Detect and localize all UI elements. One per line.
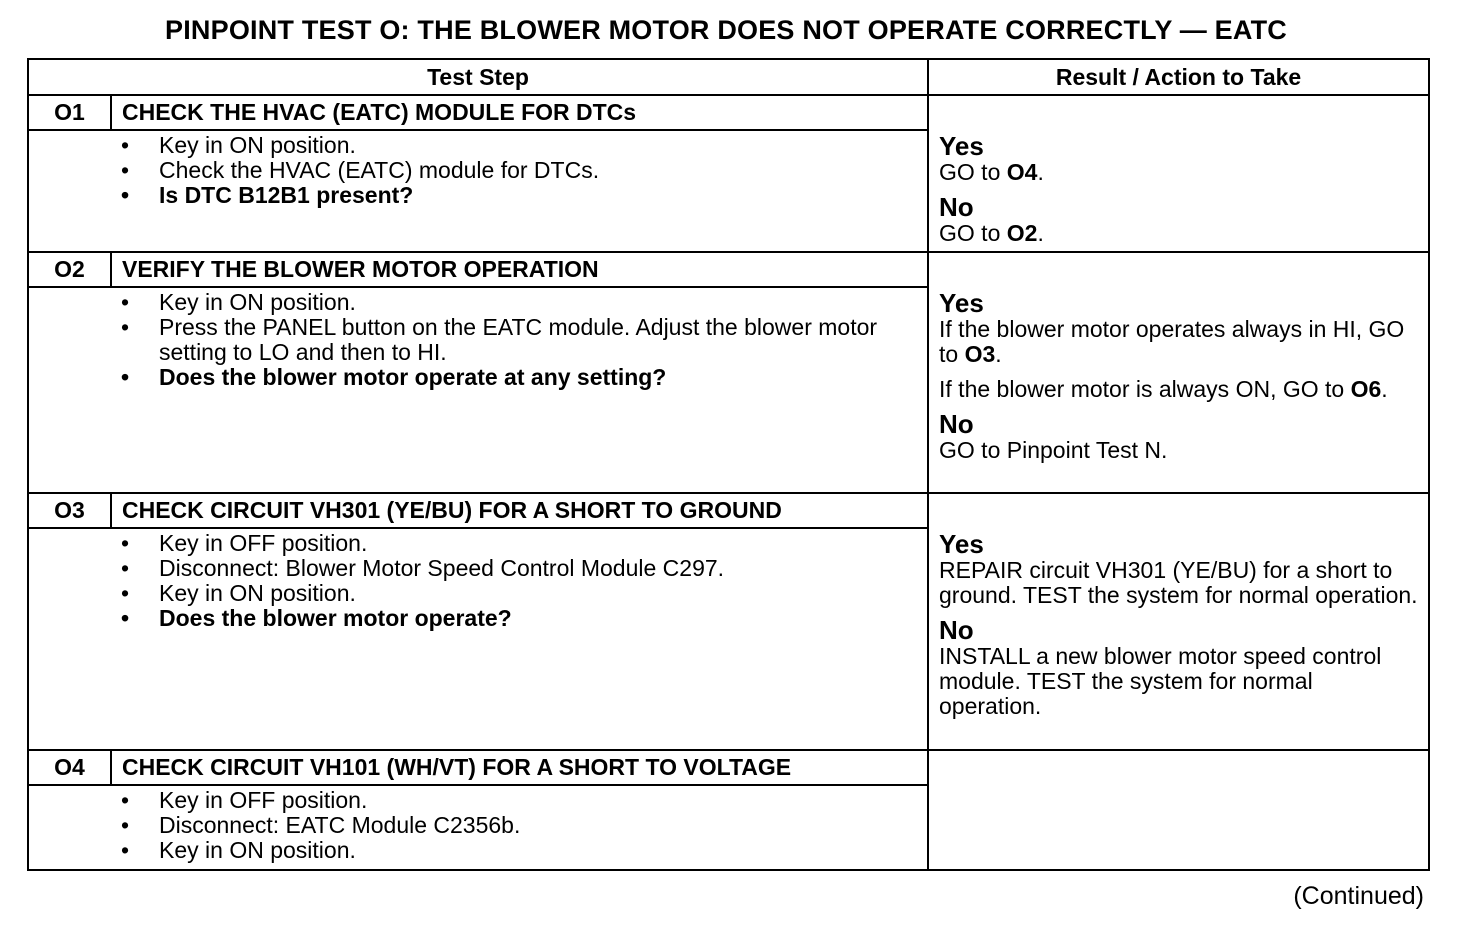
list-item: • Key in OFF position. (121, 531, 917, 556)
step-bullet-list (121, 133, 917, 208)
step-id: O4 (28, 750, 111, 785)
page-title: PINPOINT TEST O: THE BLOWER MOTOR DOES NOT OPERATE CORRECTLY — EATC (165, 15, 1287, 45)
step-id: O3 (28, 493, 111, 528)
yes-action: GO to O4. (939, 159, 1044, 185)
table-header-row (28, 59, 1429, 95)
step-body (28, 528, 928, 750)
list-item: • Does the blower motor operate at any setting? (121, 365, 917, 390)
step-title: VERIFY THE BLOWER MOTOR OPERATION (111, 252, 928, 287)
no-label: No (939, 409, 974, 439)
step-bullet-list (121, 290, 917, 390)
list-item: • Key in OFF position. (121, 788, 917, 813)
step-o3-result (928, 493, 1429, 750)
yes-action: If the blower motor is always ON, GO to O6. (939, 376, 1388, 402)
step-o3-title-row (28, 493, 1429, 528)
no-action: INSTALL a new blower motor speed control module. TEST the system for normal operation. (939, 643, 1382, 719)
list-item: • Key in ON position. (121, 290, 917, 315)
step-title: CHECK CIRCUIT VH301 (YE/BU) FOR A SHORT TO GROUND (111, 493, 928, 528)
list-item: • Check the HVAC (EATC) module for DTCs. (121, 158, 917, 183)
pinpoint-test-table (27, 58, 1430, 871)
yes-label: Yes (939, 288, 984, 318)
yes-label: Yes (939, 529, 984, 559)
step-bullet-list (121, 531, 917, 631)
step-title: CHECK THE HVAC (EATC) MODULE FOR DTCs (111, 95, 928, 130)
step-o1-title-row (28, 95, 1429, 130)
no-action: GO to O2. (939, 220, 1044, 246)
list-item: • Key in ON position. (121, 581, 917, 606)
step-o2-title-row (28, 252, 1429, 287)
step-body (28, 287, 928, 493)
no-label: No (939, 192, 974, 222)
step-bullet-list (121, 788, 917, 863)
list-item: • Key in ON position. (121, 838, 917, 863)
step-o1-result (928, 95, 1429, 252)
step-o2-result (928, 252, 1429, 493)
list-item: • Does the blower motor operate? (121, 606, 917, 631)
step-id: O1 (28, 95, 111, 130)
step-body (28, 785, 928, 870)
list-item: • Disconnect: EATC Module C2356b. (121, 813, 917, 838)
step-o4-title-row (28, 750, 1429, 785)
list-item: • Press the PANEL button on the EATC module. Adjust the blower motor setting to LO and then to HI. (121, 315, 917, 365)
continued-note: (Continued) (1293, 882, 1424, 910)
yes-action: If the blower motor operates always in HI, GO to O3. (939, 316, 1405, 367)
header-result: Result / Action to Take (928, 59, 1429, 95)
list-item: • Disconnect: Blower Motor Speed Control Module C297. (121, 556, 917, 581)
list-item: • Key in ON position. (121, 133, 917, 158)
step-title: CHECK CIRCUIT VH101 (WH/VT) FOR A SHORT TO VOLTAGE (111, 750, 928, 785)
no-action: GO to Pinpoint Test N. (939, 437, 1168, 463)
no-label: No (939, 615, 974, 645)
step-id: O2 (28, 252, 111, 287)
header-test-step: Test Step (28, 59, 928, 95)
yes-label: Yes (939, 131, 984, 161)
list-item: • Is DTC B12B1 present? (121, 183, 917, 208)
step-body (28, 130, 928, 252)
step-o4-result (928, 750, 1429, 870)
yes-action: REPAIR circuit VH301 (YE/BU) for a short to ground. TEST the system for normal operation. (939, 557, 1418, 608)
